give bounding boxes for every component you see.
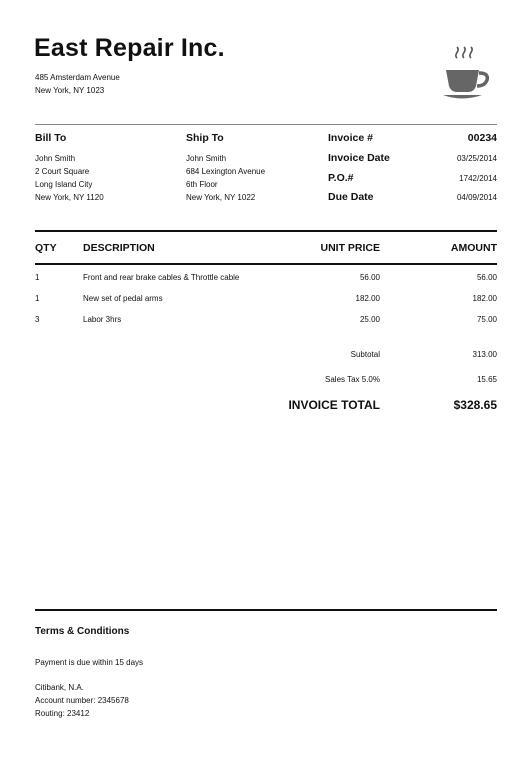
amount-header: AMOUNT xyxy=(450,242,497,254)
terms-heading: Terms & Conditions xyxy=(35,626,130,637)
header-divider xyxy=(35,124,497,125)
company-address-line: New York, NY 1023 xyxy=(35,86,105,95)
table-row-description: Front and rear brake cables & Throttle cable xyxy=(83,273,240,282)
invoice-number-label: Invoice # xyxy=(328,132,373,144)
company-address xyxy=(35,71,120,97)
po-number-label: P.O.# xyxy=(328,172,354,184)
subtotal-value: 313.00 xyxy=(472,350,497,359)
invoice-total-label: INVOICE TOTAL xyxy=(288,398,380,412)
description-header: DESCRIPTION xyxy=(83,242,155,254)
table-row-amount: 56.00 xyxy=(476,273,497,282)
table-row-description: Labor 3hrs xyxy=(83,315,122,324)
bank-line: Account number: 2345678 xyxy=(35,696,129,705)
bill-to-line: John Smith xyxy=(35,154,76,163)
subtotal-label: Subtotal xyxy=(350,350,380,359)
table-header-rule xyxy=(35,263,497,265)
bank-line: Citibank, N.A. xyxy=(35,683,84,692)
invoice-total-value: $328.65 xyxy=(453,398,497,412)
table-row-amount: 182.00 xyxy=(472,294,497,303)
po-number-value: 1742/2014 xyxy=(459,174,497,183)
company-name: East Repair Inc. xyxy=(34,34,225,62)
terms-divider xyxy=(35,609,497,611)
payment-note: Payment is due within 15 days xyxy=(35,658,144,667)
table-top-rule xyxy=(35,230,497,232)
due-date-label: Due Date xyxy=(328,191,374,203)
unit-price-header: UNIT PRICE xyxy=(320,242,380,254)
bill-to-heading: Bill To xyxy=(35,132,67,144)
invoice-date-label: Invoice Date xyxy=(328,152,390,164)
table-row-unit-price: 182.00 xyxy=(355,294,380,303)
company-address-line: 485 Amsterdam Avenue xyxy=(35,73,120,82)
coffee-cup-icon xyxy=(440,46,492,102)
ship-to-address xyxy=(186,152,265,204)
sales-tax-value: 15.65 xyxy=(476,375,497,384)
sales-tax-label: Sales Tax 5.0% xyxy=(325,375,380,384)
invoice-number-value: 00234 xyxy=(467,132,497,144)
bill-to-line: 2 Court Square xyxy=(35,167,90,176)
ship-to-line: 6th Floor xyxy=(186,180,218,189)
bank-line: Routing: 23412 xyxy=(35,709,90,718)
bank-details xyxy=(35,681,129,720)
qty-header: QTY xyxy=(35,242,57,254)
table-row-amount: 75.00 xyxy=(476,315,497,324)
bill-to-line: New York, NY 1120 xyxy=(35,193,104,202)
ship-to-line: 684 Lexington Avenue xyxy=(186,167,266,176)
ship-to-line: New York, NY 1022 xyxy=(186,193,256,202)
table-row-qty: 3 xyxy=(35,315,40,324)
bill-to-address xyxy=(35,152,104,204)
ship-to-heading: Ship To xyxy=(186,132,224,144)
due-date-value: 04/09/2014 xyxy=(456,193,497,202)
table-row-qty: 1 xyxy=(35,273,40,282)
ship-to-line: John Smith xyxy=(186,154,227,163)
bill-to-line: Long Island City xyxy=(35,180,93,189)
table-row-qty: 1 xyxy=(35,294,40,303)
invoice-date-value: 03/25/2014 xyxy=(456,154,497,163)
table-row-description: New set of pedal arms xyxy=(83,294,163,303)
table-row-unit-price: 56.00 xyxy=(359,273,380,282)
table-row-unit-price: 25.00 xyxy=(359,315,380,324)
